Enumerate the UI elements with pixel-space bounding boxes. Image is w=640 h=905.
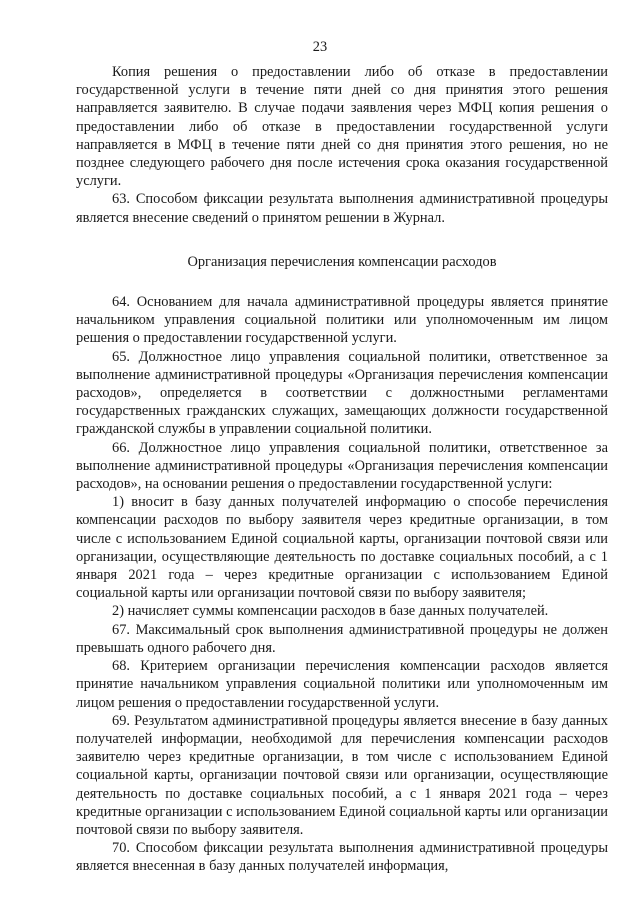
paragraph-66: 66. Должностное лицо управления социальной политики, ответственное за выполнение административной процедуры «Организация перечисления компенсации расходов», на основании решения о предоставлении государственной услуги: [76, 439, 608, 493]
document-body [76, 63, 608, 876]
section-heading: Организация перечисления компенсации расходов [187, 253, 497, 270]
paragraph-69: 69. Результатом административной процедуры является внесение в базу данных получателей информации, необходимой для перечисления компенсации расходов заявителю через кредитные организации, в том числе с использованием Единой социальной карты, организации почтовой связи или организации, осуществляющие деятельность по доставке социальных пособий, а с 1 января 2021 года – через кредитные организации с использованием Единой социальной карты или организации почтовой связи по выбору заявителя. [76, 712, 608, 838]
paragraph-70: 70. Способом фиксации результата выполнения административной процедуры является внесенная в базу данных получателей информация, [76, 840, 608, 875]
paragraph-63: 63. Способом фиксации результата выполнения административной процедуры является внесение сведений о принятом решении в Журнал. [76, 191, 608, 226]
paragraph-65: 65. Должностное лицо управления социальной политики, ответственное за выполнение административной процедуры «Организация перечисления компенсации расходов», определяется в соответствии с должностными регламентами государственных гражданских служащих, замещающих должности государственной гражданской службы в управлении социальной политики. [76, 348, 608, 438]
page-number: 23 [312, 39, 328, 55]
paragraph-67: 67. Максимальный срок выполнения административной процедуры не должен превышать одного рабочего дня. [76, 621, 608, 656]
list-item-2: 2) начисляет суммы компенсации расходов в базе данных получателей. [112, 603, 549, 620]
paragraph-decision-copy: Копия решения о предоставлении либо об отказе в предоставлении государственной услуги в течение пяти дней со дня принятия этого решения направляется заявителю. В случае подачи заявления через МФЦ копия решения о предоставлении либо об отказе в предоставлении государственной услуги направляется в МФЦ в течение пяти дней со дня принятия этого решения, но не позднее следующего рабочего дня после истечения срока оказания государственной услуги. [76, 64, 608, 190]
list-item-1: 1) вносит в базу данных получателей информацию о способе перечисления компенсации расходов по выбору заявителя через кредитные организации, в том числе с использованием Единой социальной карты, организации почтовой связи или организации, осуществляющие деятельность по доставке социальных пособий, а с 1 января 2021 года – через кредитные организации с использованием Единой социальной карты или организации почтовой связи по выбору заявителя; [76, 494, 608, 602]
paragraph-68: 68. Критерием организации перечисления компенсации расходов является принятие начальником управления социальной политики или уполномоченным им лицом решения о предоставлении государственной услуги. [76, 658, 608, 711]
paragraph-64: 64. Основанием для начала административной процедуры является принятие начальником управления социальной политики или уполномоченным им лицом решения о предоставлении государственной услуги. [76, 294, 608, 347]
